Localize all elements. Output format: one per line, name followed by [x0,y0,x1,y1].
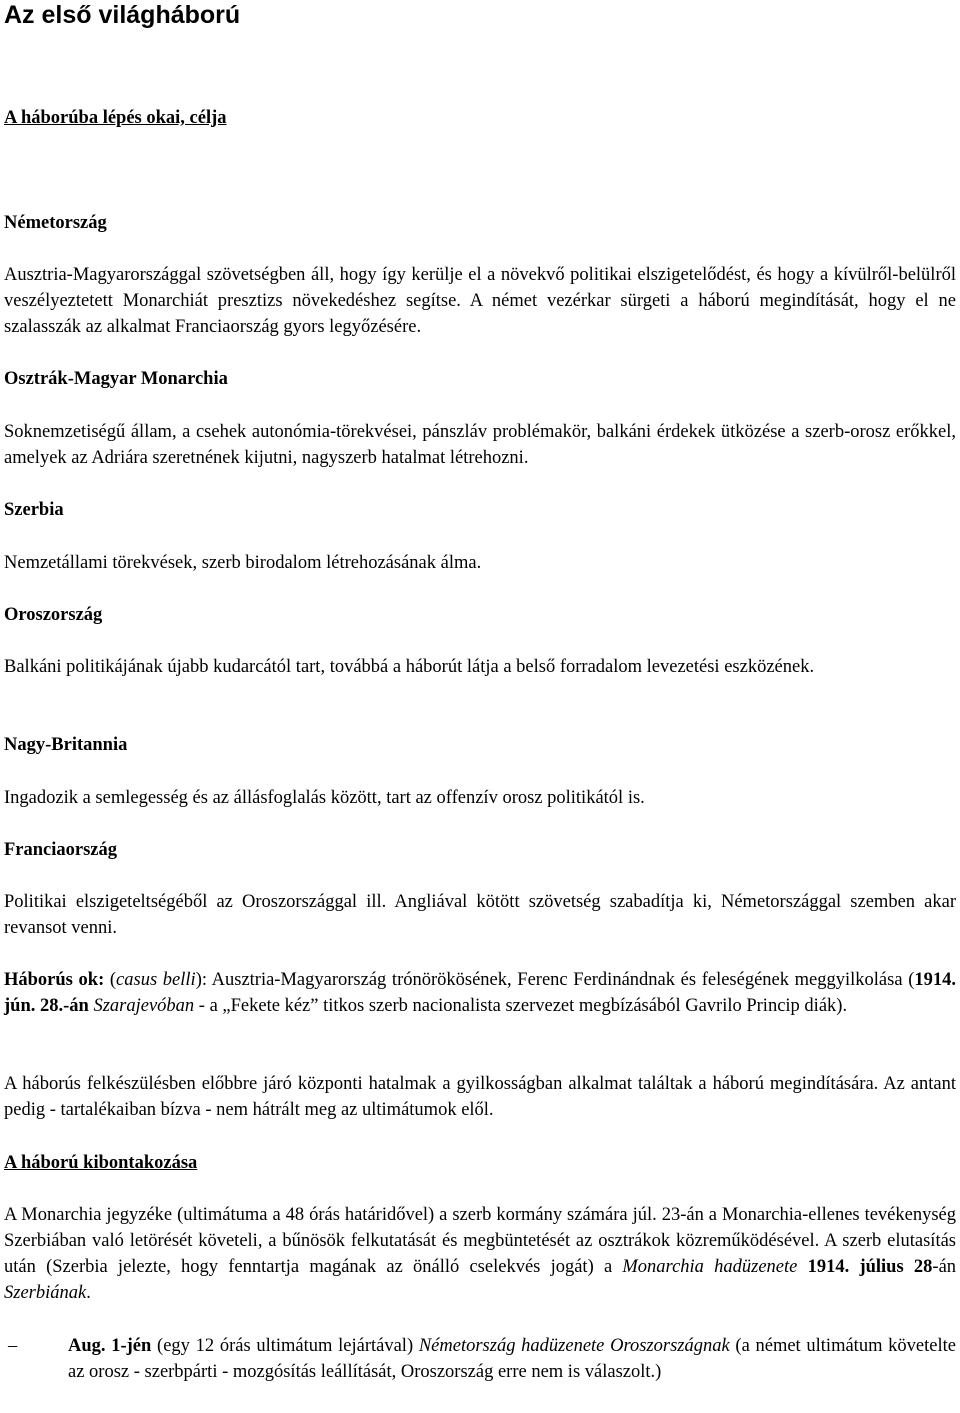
paragraph-britain: Ingadozik a semlegesség és az állásfoglalás között, tart az offenzív orosz politikától is. [4,788,645,808]
casus-label: Háborús ok: [4,970,105,990]
ultimatum-date: 1914. július 28 [807,1257,933,1277]
ultimatum-text-4: . [86,1283,91,1303]
list-item-declaration: Németország hadüzenete Oroszországnak [418,1336,730,1356]
ultimatum-target: Szerbiának [4,1283,87,1303]
paragraph-monarchy: Soknemzetiségű állam, a csehek autonómia-törekvései, pánszláv problémakör, balkáni érdekek ütközése a szerb-orosz erőkkel, amelyek az Adriára szeretnének kijutni, nagyszerb hatalmat létrehozni. [4,422,956,468]
casus-latin: casus belli [116,970,196,990]
casus-text-2: ): Ausztria-Magyarország trónörökösének, Ferenc Ferdinándnak és feleségének meggyilkolása ( [195,970,915,990]
casus-date: 1914. jún. 28.-án [4,970,956,1016]
section-heading-unfolding: A háború kibontakozása [4,1153,198,1173]
list-item-text [68,1333,956,1385]
heading-germany: Németország [4,213,107,233]
paragraph-france: Politikai elszigeteltségéből az Oroszországgal ill. Angliával kötött szövetség szabadítja ki, Németországgal szemben akar revansot venni. [4,892,956,938]
paragraph-readiness: A háborús felkészülésben előbbre járó központi hatalmak a gyilkosságban alkalmat találtak a háború megindítására. Az antant pedig - tartalékaiban bízva - nem hátrált meg az ultimátumok elől. [4,1074,956,1120]
ultimatum-text-1: A Monarchia jegyzéke (ultimátuma a 48 órás határidővel) a szerb kormány számára júl. 23-án a Monarchia-ellenes tevékenység Szerbiában való letörését követeli, a bűnösök felkutatását és megbüntetését az osztrákok közreműködésével. A szerb elutasítás után (Szerbia jelezte, hogy fenntartja magának az önálló cselekvés jogát) a [4,1205,956,1277]
list-item-text-1: (egy 12 órás ultimátum lejártával) [151,1336,419,1356]
ultimatum-text-3: -án [932,1257,957,1277]
paragraph-serbia: Nemzetállami törekvések, szerb birodalom létrehozásának álma. [4,553,482,573]
paragraph-casus-belli [4,967,956,1019]
list-item [8,1333,956,1385]
paragraph-russia: Balkáni politikájának újabb kudarcától tart, továbbá a háborút látja a belső forradalom levezetési eszközének. [4,657,815,677]
ultimatum-declaration: Monarchia hadüzenete [622,1257,798,1277]
casus-text-4: - a „Fekete kéz” titkos szerb nacionalista szervezet megbízásából Gavrilo Princip diák). [194,996,848,1016]
dash-bullet: – [8,1336,18,1356]
list-item-text-2: (a német ultimátum követelte az orosz - szerbpárti - mozgósítás leállítását, Oroszország erre nem is válaszolt.) [68,1336,956,1382]
heading-russia: Oroszország [4,605,103,625]
heading-france: Franciaország [4,840,118,860]
paragraph-ultimatum [4,1202,956,1306]
list-item-date: Aug. 1-jén [68,1336,152,1356]
ultimatum-text-2 [797,1257,807,1277]
section-heading-causes: A háborúba lépés okai, célja [4,108,227,128]
page-title: Az első világháború [4,1,241,29]
casus-text-1: ( [104,970,117,990]
heading-monarchy: Osztrák-Magyar Monarchia [4,369,228,389]
heading-serbia: Szerbia [4,500,64,520]
heading-britain: Nagy-Britannia [4,735,128,755]
casus-place: Szarajevóban [93,996,195,1016]
paragraph-germany: Ausztria-Magyarországgal szövetségben áll, hogy így kerülje el a növekvő politikai elszigetelődést, és hogy a kívülről-belülről veszélyeztetett Monarchiát presztizs növekedéshez segítse. A német vezérkar sürgeti a háború megindítását, hogy el ne szalasszák az alkalmat Franciaország gyors legyőzésére. [4,265,956,337]
